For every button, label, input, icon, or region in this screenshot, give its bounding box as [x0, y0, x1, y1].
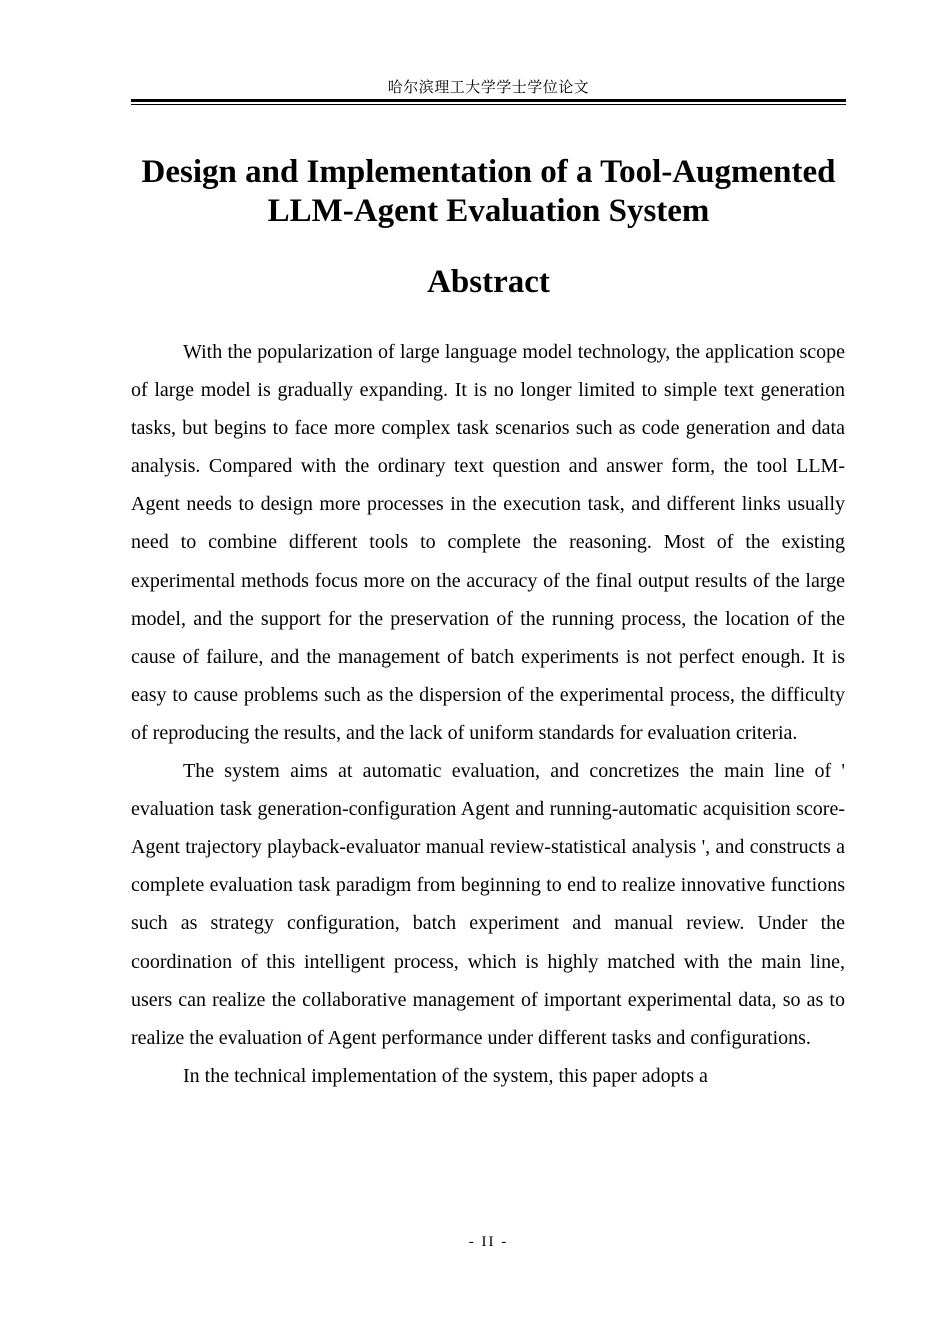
thesis-title-line-1: Design and Implementation of a Tool-Augmented	[141, 154, 836, 190]
abstract-body	[131, 333, 845, 1095]
header-rule-thick	[131, 99, 846, 102]
page-number: - II -	[468, 1234, 509, 1250]
abstract-paragraph-1: With the popularization of large language model technology, the application scope of large model is gradually expanding. It is no longer limited to simple text generation tasks, but begins to face more complex task scenarios such as code generation and data analysis. Compared with the ordinary text question and answer form, the tool LLM-Agent needs to design more processes in the execution task, and different links usually need to combine different tools to complete the reasoning. Most of the existing experimental methods focus more on the accuracy of the final output results of the large model, and the support for the preservation of the running process, the location of the cause of failure, and the management of batch experiments is not perfect enough. It is easy to cause problems such as the dispersion of the experimental process, the difficulty of reproducing the results, and the lack of uniform standards for evaluation criteria.	[131, 341, 845, 744]
abstract-paragraph-3: In the technical implementation of the system, this paper adopts a	[183, 1064, 708, 1087]
thesis-title	[131, 153, 846, 231]
header-rule-thin	[131, 104, 846, 105]
abstract-paragraph-2: The system aims at automatic evaluation, and concretizes the main line of ' evaluation task generation-configuration Agent and running-automatic acquisition score-Agent trajectory playback-evaluator manual review-statistical analysis ', and constructs a complete evaluation task paradigm from beginning to end to realize innovative functions such as strategy configuration, batch experiment and manual review. Under the coordination of this intelligent process, which is highly matched with the main line, users can realize the collaborative management of important experimental data, so as to realize the evaluation of Agent performance under different tasks and configurations.	[131, 760, 845, 1049]
thesis-title-line-2: LLM-Agent Evaluation System	[267, 193, 710, 229]
abstract-heading: Abstract	[427, 264, 550, 300]
running-header: 哈尔滨理工大学学士学位论文	[387, 80, 590, 96]
